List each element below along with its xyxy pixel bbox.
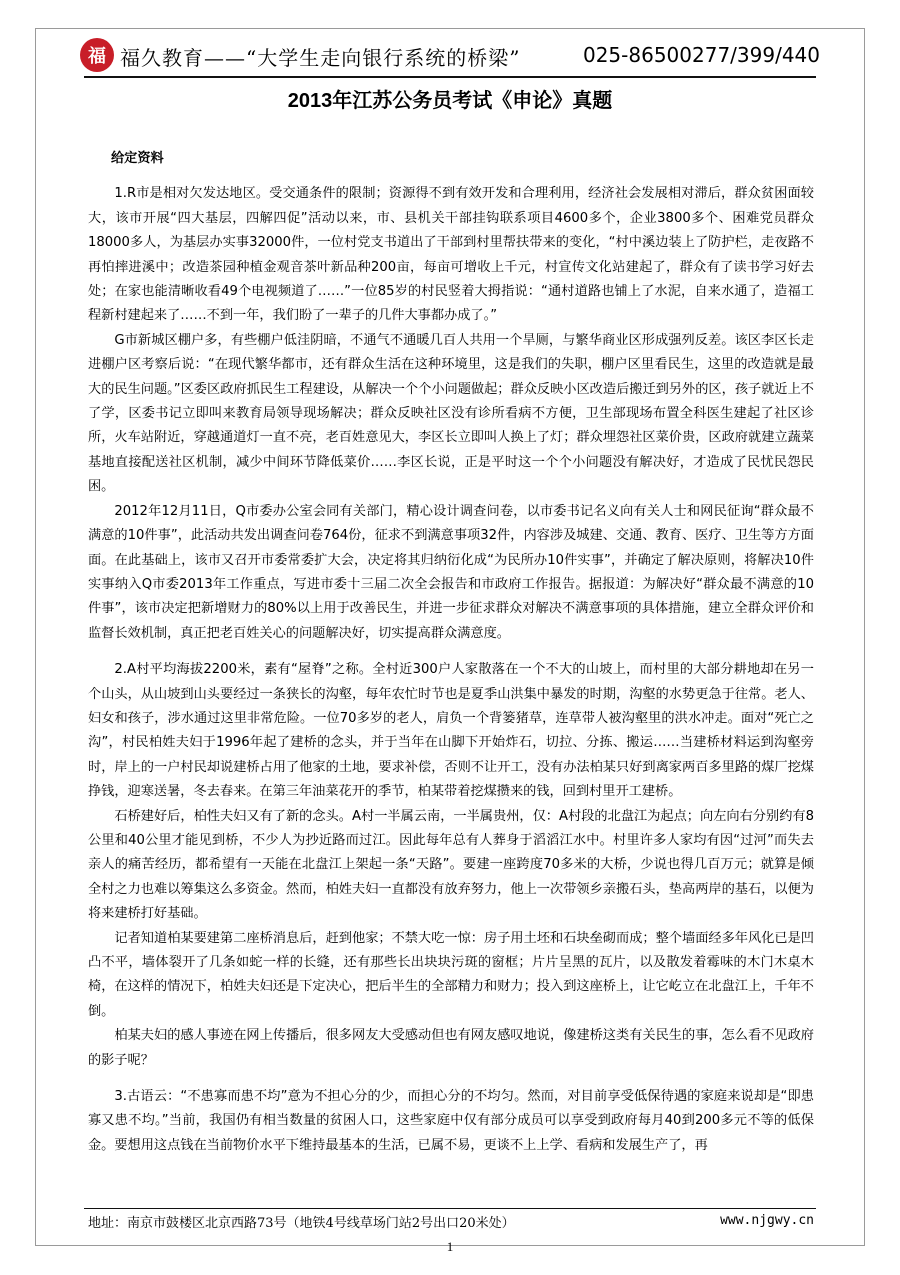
paragraph-6: 记者知道柏某要建第二座桥消息后，赶到他家；不禁大吃一惊：房子用土坯和石块垒砌而成；整个墙面经多年风化已是凹凸不平，墙体裂开了几条如蛇一样的长缝，还有那些长出块块污斑的窗框；片片呈黑的瓦片，以及散发着霉味的木门木桌木椅，在这样的情况下，柏姓夫妇还是下定决心，把后半生的全部精力和财力；投入到这座桥上，让它屹立在北盘江上，千年不倒。 <box>88 930 814 1019</box>
footer-website-link[interactable]: www.njgwy.cn <box>720 1213 814 1228</box>
paragraph-8: 3.古语云：“不患寡而患不均”意为不担心分的少，而担心分的不均匀。然而，对目前享受低保待遇的家庭来说却是“即患寡又患不均。”当前，我国仍有相当数量的贫困人口，这些家庭中仅有部分成员可以享受到政府每月40到200多元不等的低保金。要想用这点钱在当前物价水平下维持最基本的生活，已属不易，更谈不上上学、看病和发展生产了，再 <box>88 1089 814 1153</box>
section-heading: 给定资料 <box>111 151 164 166</box>
section-gap <box>88 1073 814 1085</box>
paragraph-5: 石桥建好后，柏性夫妇又有了新的念头。A村一半属云南，一半属贵州，仅：A村段的北盘江为起点；向左向右分别约有8公里和40公里才能见到桥，不少人为抄近路而过江。因此每年总有人葬身于滔滔江水中。村里许多人家均有因“过河”而失去亲人的痛苦经历，都希望有一天能在北盘江上架起一条“天路”。要建一座跨度70多米的大桥，少说也得几百万元；就算是倾全村之力也难以筹集这么多资金。然而，柏姓夫妇一直都没有放弃努力，他上一次带领乡亲搬石头，垫高两岸的基石，以便为将来建桥打好基础。 <box>88 808 814 922</box>
paragraph-4: 2.A村平均海拔2200米，素有“屋脊”之称。全村近300户人家散落在一个不大的山坡上，而村里的大部分耕地却在另一个山头，从山坡到山头要经过一条狭长的沟壑，每年农忙时节也是夏季山洪集中暴发的时期，沟壑的水势更急于往常。老人、妇女和孩子，涉水通过这里非常危险。一位70多岁的老人，肩负一个背篓猪草，连草带人被沟壑里的洪水冲走。面对“死亡之沟”，村民柏姓夫妇于1996年起了建桥的念头，并于当年在山脚下开始炸石，切拉、分拣、搬运……当建桥材料运到沟壑旁时，岸上的一户村民却说建桥占用了他家的土地，要求补偿，否则不让开工，没有办法柏某只好到离家两百多里路的煤厂挖煤挣钱，迎寒送暑，冬去春来。在第三年油菜花开的季节，柏某带着挖煤攒来的钱，回到村里开工建桥。 <box>88 662 814 800</box>
header-slogan: 福久教育——“大学生走向银行系统的桥梁” <box>120 46 521 70</box>
logo-icon: 福 <box>80 38 114 72</box>
document-title: 2013年江苏公务员考试《申论》真题 <box>287 90 613 112</box>
section-gap <box>88 646 814 658</box>
footer-divider <box>84 1208 816 1209</box>
paragraph-3: 2012年12月11日，Q市委办公室会同有关部门，精心设计调查问卷，以市委书记名义向有关人士和网民征询“群众最不满意的10件事”，此活动共发出调查问卷764份，征求不到满意事项32件，内容涉及城建、交通、教育、医疗、卫生等方方面面。在此基础上，该市又召开市委常委扩大会，决定将其归纳衍化成“为民所办10件实事”，并确定了解决原则，将解决10件实事纳入Q市委2013年工作重点，写进市委十三届二次全会报告和市政府工作报告。据报道：为解决好“群众最不满意的10件事”，该市决定把新增财力的80%以上用于改善民生，并进一步征求群众对解决不满意事项的具体措施，建立全群众评价和监督长效机制，真正把老百姓关心的问题解决好，切实提高群众满意度。 <box>88 503 814 641</box>
document-body <box>88 147 814 1158</box>
header-divider <box>84 76 816 78</box>
paragraph-2: G市新城区棚户多，有些棚户低洼阴暗，不通气不通暖几百人共用一个旱厕，与繁华商业区形成强列反差。该区李区长走进棚户区考察后说：“在现代繁华都市，还有群众生活在这种环境里，这是我们的失职，棚户区里看民生，这里的改造就是最大的民生问题。”区委区政府抓民生工程建设，从解决一个个小问题做起；群众反映小区改造后搬迁到另外的区，孩子就近上不了学，区委书记立即叫来教育局领导现场解决；群众反映社区没有诊所看病不方便，卫生部现场布置全科医生建起了社区诊所，火车站附近，穿越通道灯一直不亮，老百姓意见大，李区长立即叫人换上了灯；群众埋怨社区菜价贵，区政府就建立蔬菜基地直接配送社区机制，减少中间环节降低菜价……李区长说，正是平时这一个个小问题没有解决好，才造成了民忧民怨民困。 <box>88 332 814 495</box>
paragraph-7: 柏某夫妇的感人事迹在网上传播后，很多网友大受感动但也有网友感叹地说，像建桥这类有关民生的事，怎么看不见政府的影子呢？ <box>88 1028 814 1068</box>
footer-address: 地址：南京市鼓楼区北京西路73号（地铁4号线草场门站2号出口20米处） <box>88 1216 515 1231</box>
page-number: 1 <box>446 1239 454 1254</box>
paragraph-1: 1.R市是相对欠发达地区。受交通条件的限制；资源得不到有效开发和合理利用，经济社会发展相对滞后，群众贫困面较大，该市开展“四大基层，四解四促”活动以来，市、县机关干部挂钩联系项目4600多个，企业3800多个、困难党员群众18000多人，为基层办实事32000件，一位村党支书道出了干部到村里帮扶带来的变化，“村中溪边装上了防护栏，走夜路不再怕摔进溪中；改造茶园种植金观音茶叶新品种200亩，每亩可增收上千元，村宣传文化站建起了，群众有了读书学习好去处；在家也能清晰收看49个电视频道了……”一位85岁的村民竖着大拇指说：“通村道路也铺上了水泥，自来水通了，造福工程新村建起来了……不到一年，我们盼了一辈子的几件大事都办成了。” <box>88 186 814 324</box>
page-header <box>88 36 820 76</box>
header-phone: 025-86500277/399/440 <box>582 43 820 67</box>
